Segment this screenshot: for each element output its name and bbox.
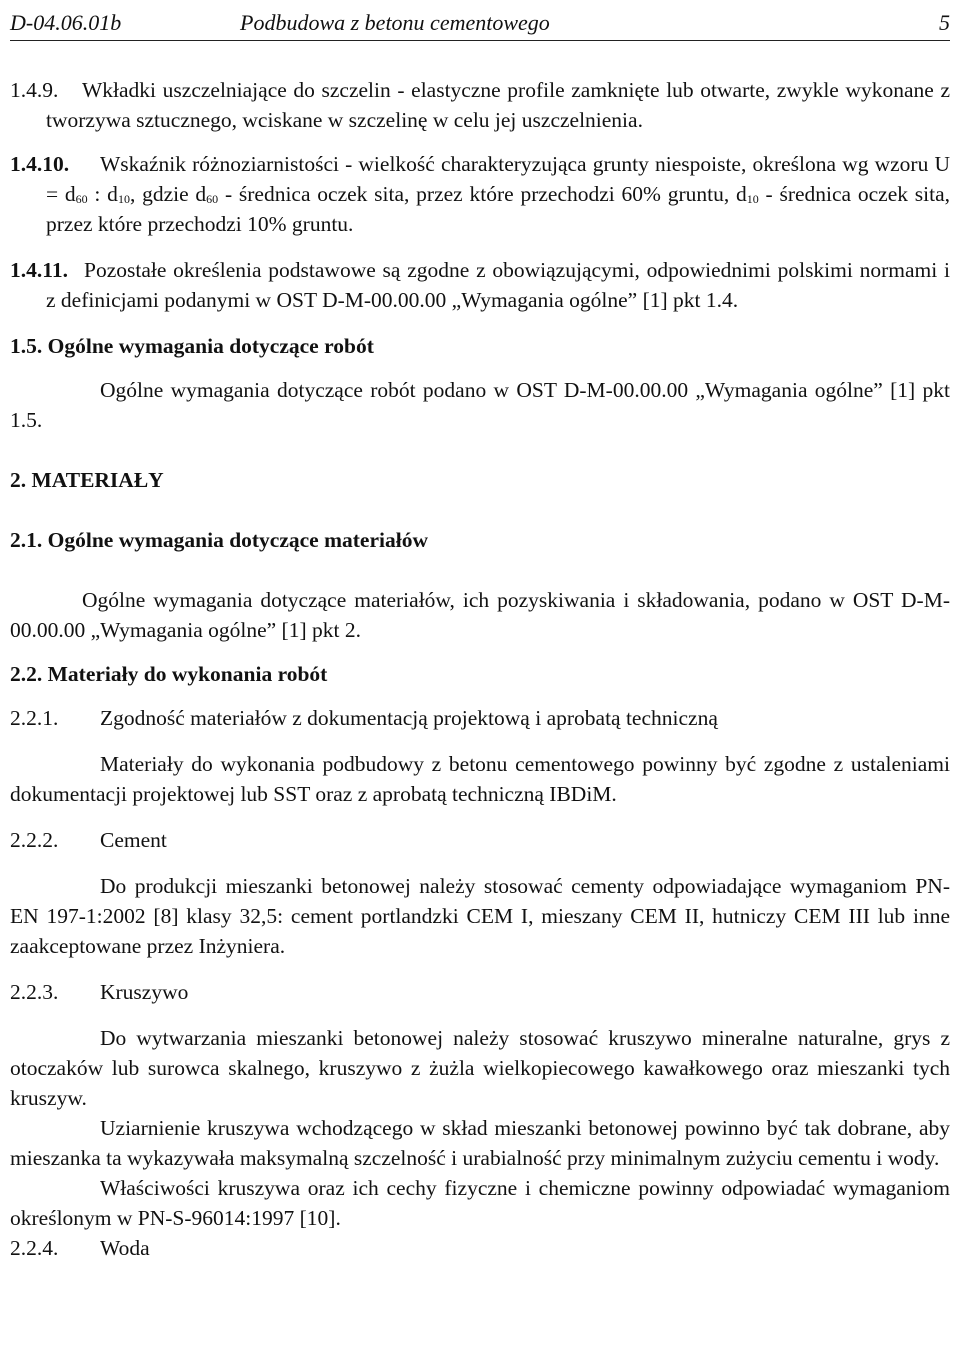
section-1-4-11 — [10, 255, 950, 315]
section-text: Pozostałe określenia podstawowe są zgodne z obowiązującymi, odpowiednimi polskimi normami i z definicjami podanymi w OST D-M-00.00.00 „Wymagania ogólne” [1] pkt 1.4. — [46, 258, 950, 312]
section-2-2-3-p3: Właściwości kruszywa oraz ich cechy fizyczne i chemiczne powinny odpowiadać wymaganiom określonym w PN-S-96014:1997 [10]. — [10, 1176, 950, 1230]
subscript: 10 — [746, 192, 759, 206]
section-title: Zgodność materiałów z dokumentacją projektową i aprobatą techniczną — [100, 706, 718, 730]
section-number: 2.2.4. — [10, 1236, 59, 1260]
section-1-4-9 — [10, 75, 950, 135]
section-1-5-text: Ogólne wymagania dotyczące robót podano w OST D-M-00.00.00 „Wymagania ogólne” [1] pkt 1.5. — [10, 378, 950, 432]
heading-2-2-1 — [10, 703, 950, 733]
section-number: 2.2.1. — [10, 706, 59, 730]
section-1-4-10 — [10, 149, 950, 239]
doc-code: D-04.06.01b — [10, 10, 122, 35]
definition-text: - średnica oczek sita, przez które przechodzi 10% gruntu. — [46, 182, 950, 236]
subscript: 60 — [206, 192, 219, 206]
heading-2-2: 2.2. Materiały do wykonania robót — [10, 662, 328, 686]
section-text: Wkładki uszczelniające do szczelin - elastyczne profile zamknięte lub otwarte, zwykle wykonane z tworzywa sztucznego, wciskane w szczelinę w celu jej uszczelnienia. — [46, 78, 950, 132]
section-number: 1.4.9. — [10, 78, 59, 102]
subscript: 10 — [117, 192, 130, 206]
heading-2-2-3 — [10, 977, 950, 1007]
section-title: Cement — [100, 828, 167, 852]
heading-2: 2. MATERIAŁY — [10, 468, 164, 492]
section-2-2-3-p2: Uziarnienie kruszywa wchodzącego w skład mieszanki betonowej powinno być tak dobrane, aby mieszanka ta wykazywała maksymalną szczelność i urabialność przy minimalnym zużyciu cementu i wody. — [10, 1116, 950, 1170]
section-number: 1.4.10. — [10, 152, 70, 176]
section-number: 1.4.11. — [10, 258, 68, 282]
section-number: 2.2.2. — [10, 828, 59, 852]
doc-title: Podbudowa z betonu cementowego — [240, 10, 550, 35]
definition-text: : d — [87, 182, 118, 206]
heading-2-1: 2.1. Ogólne wymagania dotyczące materiałów — [10, 528, 428, 552]
heading-2-2-2 — [10, 825, 950, 855]
definition-text: - średnica oczek sita, przez które przechodzi 60% gruntu, d — [218, 182, 747, 206]
page-number: 5 — [939, 10, 950, 35]
page-header — [10, 0, 950, 41]
heading-2-2-4 — [10, 1233, 950, 1263]
section-2-2-3-p1: Do wytwarzania mieszanki betonowej należy stosować kruszywo mineralne naturalne, grys z otoczaków lub surowca skalnego, kruszywo z żużla wielkopiecowego kawałkowego oraz mieszanki tych kruszyw. — [10, 1026, 950, 1110]
definition-text: , gdzie d — [129, 182, 207, 206]
subscript: 60 — [75, 192, 88, 206]
section-2-2-1-text: Materiały do wykonania podbudowy z betonu cementowego powinny być zgodne z ustaleniami dokumentacji projektowej lub SST oraz z aprobatą techniczną IBDiM. — [10, 752, 950, 806]
section-title: Kruszywo — [100, 980, 189, 1004]
section-2-2-2-text: Do produkcji mieszanki betonowej należy stosować cementy odpowiadające wymaganiom PN-EN 197-1:2002 [8] klasy 32,5: cement portlandzki CEM I, mieszany CEM II, hutniczy CEM III lub inne zaakceptowane przez Inżyniera. — [10, 874, 950, 958]
section-title: Woda — [100, 1236, 150, 1260]
heading-1-5: 1.5. Ogólne wymagania dotyczące robót — [10, 334, 374, 358]
document-page — [10, 0, 950, 1263]
section-2-1-text: Ogólne wymagania dotyczące materiałów, ich pozyskiwania i składowania, podano w OST D-M-00.00.00 „Wymagania ogólne” [1] pkt 2. — [10, 588, 950, 642]
section-number: 2.2.3. — [10, 980, 59, 1004]
definition-text: Wskaźnik różnoziarnistości - wielkość charakteryzująca grunty niespoiste, określona wg wzoru U = d — [46, 152, 950, 206]
